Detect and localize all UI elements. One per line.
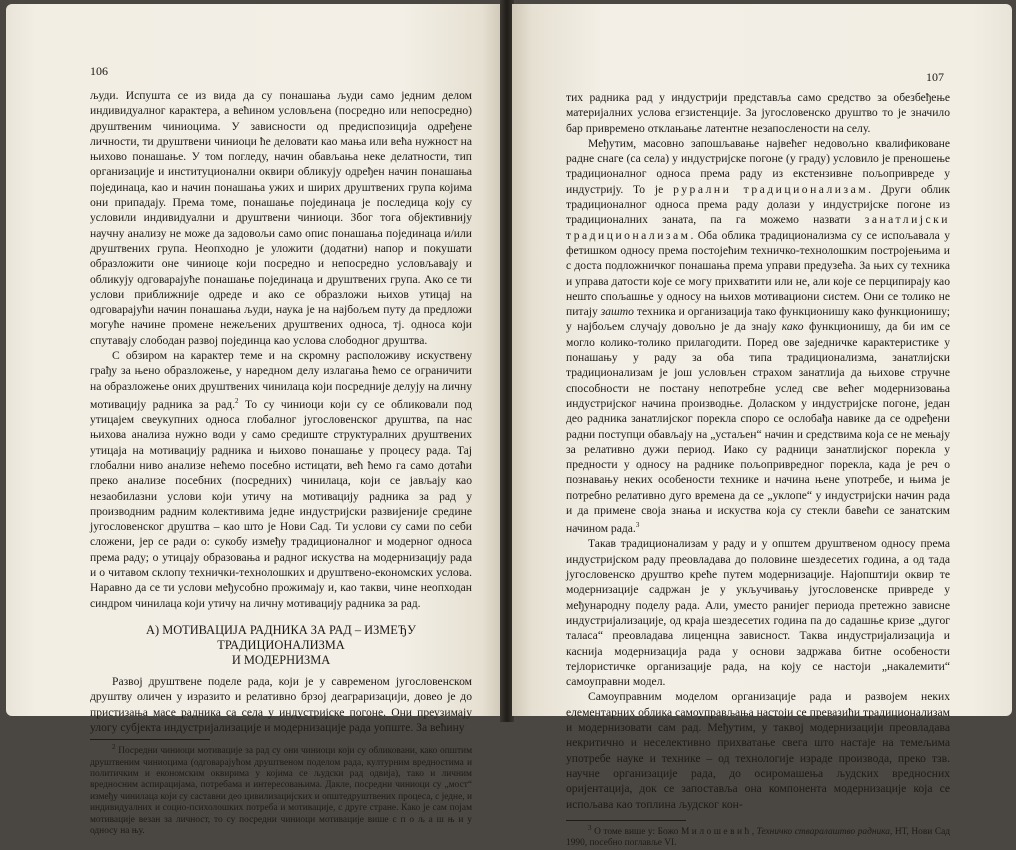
spaced-term: занатлијски традиционализам [566, 213, 950, 242]
paragraph [566, 136, 950, 537]
left-page [6, 4, 502, 837]
footnote-text: О томе више у: Божо [594, 826, 681, 837]
footnote-reference: 3 [635, 521, 640, 530]
page-number: 106 [90, 64, 108, 78]
paragraph-text: функционишу, да би им се могло колико-толико прилагодити. Поред ове заједничке карактеристике у понашању у раду за оба типа традиционализма, занатлијски традиционализам је још условљен страхом занатлија да њихове стручне способности не постану непотребне услед све већег модернизовања индустријског начина производње. Доласком у индустријске погоне, један део радника занатлијског порекла спорo се ослобађа навике да се одређени радни поступци обављају на „устаљен“ начин и средствима која се не мењају за релативно дужи период. Иако су радници занатлијског порекла у предности у односу на раднике пољопривредног порекла, када је реч о познавању неких особености технике и начина њене употребе, и њима је потребно релативно дуго времена да се „уклопе“ у индустријски начин рада и да примене своја знања и искуства која су стекли бавећи се занатским начином рада. [566, 320, 950, 536]
paragraph [90, 348, 472, 611]
paragraph: тих радника рад у индустрији представља само средство за обезбеђење материјалних услова егзистенције. За југословенско друштво то је значило бар привремено отклањање латентне незапослености на селу. [566, 91, 950, 135]
footnote [566, 823, 950, 850]
left-page-body [90, 88, 472, 838]
paragraph-text: . Други облик традиционалног односа према раду долази у индустријске погоне из традиционалних заната, па га можемо назвати [566, 182, 950, 227]
paragraph-text: То су чиниоци који су се обликовали под утицајем свеукупних односа глобалног југословенског друштва, па нас њихова анализа нужно води у само средиште структуралних друштвених утицаја на мотивацију радника и њихово понашање у процесу рада. Тај глобални ниво анализе нећемо посебно истицати, већ ћемо га само дотаћи преко анализе посебних (посредних) чинилаца, који се јављају као незаобилазни услови који утичу на мотивацију радника за рад у производним радним колективима једне индустријски развијеније средине југословенског друштва – као што је Нови Сад. Ти услови су сами по себи сложени, јер се ради о: сукобу између традиционалног и модерног односа према раду; о утицају образовања и радног искуства на модернизацију рада и о читавом склопу технички-технолошких и друштвено-економских услова. Наравно да се ти услови међусобно прожимају и, као такви, чине неопходан синдром чинилаца који утичу на личну мотивацију радника за рад. [90, 397, 472, 610]
right-page-body [566, 90, 950, 850]
paragraph: Развој друштвене поделе рада, који је у савременом југословенском друштву оличен у изразито и релативно брзој деаграризацији, довео је до пристизања масе радника са села у индустријске погоне. Они преузимају улогу субјекта индустријализације и модернизације рада уопште. За већину [90, 674, 472, 734]
book-title: Техничко стваралаштво радника [756, 826, 890, 837]
paragraph-text: Међутим, масовно запошљавање највећег недовољно квалификоване радне снаге (са села) у индустријске погоне (у граду) условило је преношење традиционалног односа према раду из екстензивне пољопривреде у индустрију. То је [566, 136, 950, 196]
italic-term: зашто [600, 305, 634, 319]
spaced-author: Милошевић [680, 826, 752, 837]
footnote-divider [566, 820, 686, 821]
footnote-mark: 3 [588, 823, 592, 832]
footnote [90, 742, 472, 837]
footnote-text: Посредни чиниоци мотивације за рад су они чиниоци који су обликовани, како општим друштвеним чиниоцима (одговарајућом друштвеном поделом рада, културним вредностима и политичким и економским оквирима у којима се људски рад одвија), тако и личним вредносним аспирацијама, потребама и интересовањима. Дакле, посредни чиниоци су „мост“ између чинилаца који су саставни део цивилизацијских и општедруштвених процеса, с једне, и индивидуалних и социо-психолошких потреба и мотивације, с друге стране. Како је сам појам мотивације везан за личност, то су посредни чиниоци мотивације више с п о љ а ш њ и у односу на њу. [90, 746, 473, 837]
section-heading-line: А) МОТИВАЦИЈА РАДНИКА ЗА РАД – ИЗМЕЂУ ТРАДИЦИОНАЛИЗМА [146, 622, 416, 652]
section-heading [90, 623, 472, 668]
right-page [512, 4, 1012, 849]
paragraph-text: . Оба облика традиционализма су се испољавала у фетишком односу према постојећим техничко-технолошким постројењима и с доста подложничког понашања према управи предузећа. За њих су техника и управа датости које се могу прихватити или не, али које се перципирају као нешто спољашње у односу на њихов мотивациони систем. Они се толико не питају [566, 228, 950, 319]
paragraph: Самоуправним моделом организације рада и развојем неких елементарних облика самоуправљања настоји се превазићи традиционализам и модернизовати сам рад. Међутим, у таквој модернизацији преовладава некритично и неселективно прихватање свега што настаје на темељима употребе науке и технике – од технологије израде производа, преко тзв. научне организације рада, до осиромашења људских вредносних оријентација, док се запостављa она компонента модернизације која се испољава као топлина људског кон- [566, 690, 950, 811]
italic-term: како [781, 320, 804, 334]
paragraph-text: С обзиром на карактер теме и на скромну расположиву искуствену грађу за њено образложење, у наредном делу излагања ћемо се ограничити на образложење оних друштвених чинилаца који посредније делују на личну мотивацију радника за рад. [90, 349, 472, 411]
paragraph-text: техника и организација тако функционишу како функционишу; у најбољем случају довољно је да знају [566, 305, 950, 334]
footnote-mark: 2 [112, 743, 116, 752]
paragraph: људи. Испушта се из вида да су понашања људи само једним делом индивидуалног карактера, а већином условљена (посредно или непосредно) друштвеним чиниоцима. У зависности од предиспозиција одређене личности, ти друштвени чиниоци ће деловати као мања или већа нужност на њихово понашање. У том погледу, начин обављања неке делатности, тип организације и институционални оквири обликују одређен начин понашања појединаца, као и начин понашања ужих и ширих друштвених група којима они припадају. Према томе, понашање појединаца је последица коју су условили индивидуални и друштвени чиниоци. Због тога објективнију научну анализу не може да задовољи само опис понашања појединаца и/или друштвених група. Неопходно је уложити (додатни) напор и покушати образложити оне чиниоце који посредно и непосредно условљавају и обликују одговарајуће понашање појединаца и друштвених група. Ако се ти услови приближније одреде и ако се образложи њихов утицај на одговарајући начин понашања људи, наука је на најбољем путу да предложи могуће начине промене нежељених друштвених односа, тј. односа који спутавају слободан развој појединца као услова слободног друштва. [90, 89, 472, 347]
section-heading-line: И МОДЕРНИЗМА [231, 652, 331, 667]
spaced-term: рурални традиционализам [673, 182, 869, 196]
footnote-text: , НТ, Нови Сад 1990, посебно поглавље VI. [566, 826, 951, 849]
footnote-divider [90, 739, 210, 740]
footnote-text: , [751, 826, 757, 837]
page-number: 107 [926, 70, 944, 84]
footnote-reference: 2 [235, 396, 239, 405]
paragraph: Такав традиционализам у раду и у општем друштвеном односу према индустријском раду преовладава до половине шездесетих година, а од тада југословенско друштво креће путем модернизације. Најопштији оквир те модернизације садржан је у укључивању југословенске привреде у међународну поделу рада. Али, уместо ранијег периода претежно зависне индустријализације, од краја шездесетих година па до садашње кризе „дугог таласа“ преовладава лиценцна зависност. Таква индустријализација и каснија модернизација рада у основи задржава битне особености тејлористичке организације рада, на коју се настоји „накалемити“ самоуправни модел. [566, 537, 950, 689]
